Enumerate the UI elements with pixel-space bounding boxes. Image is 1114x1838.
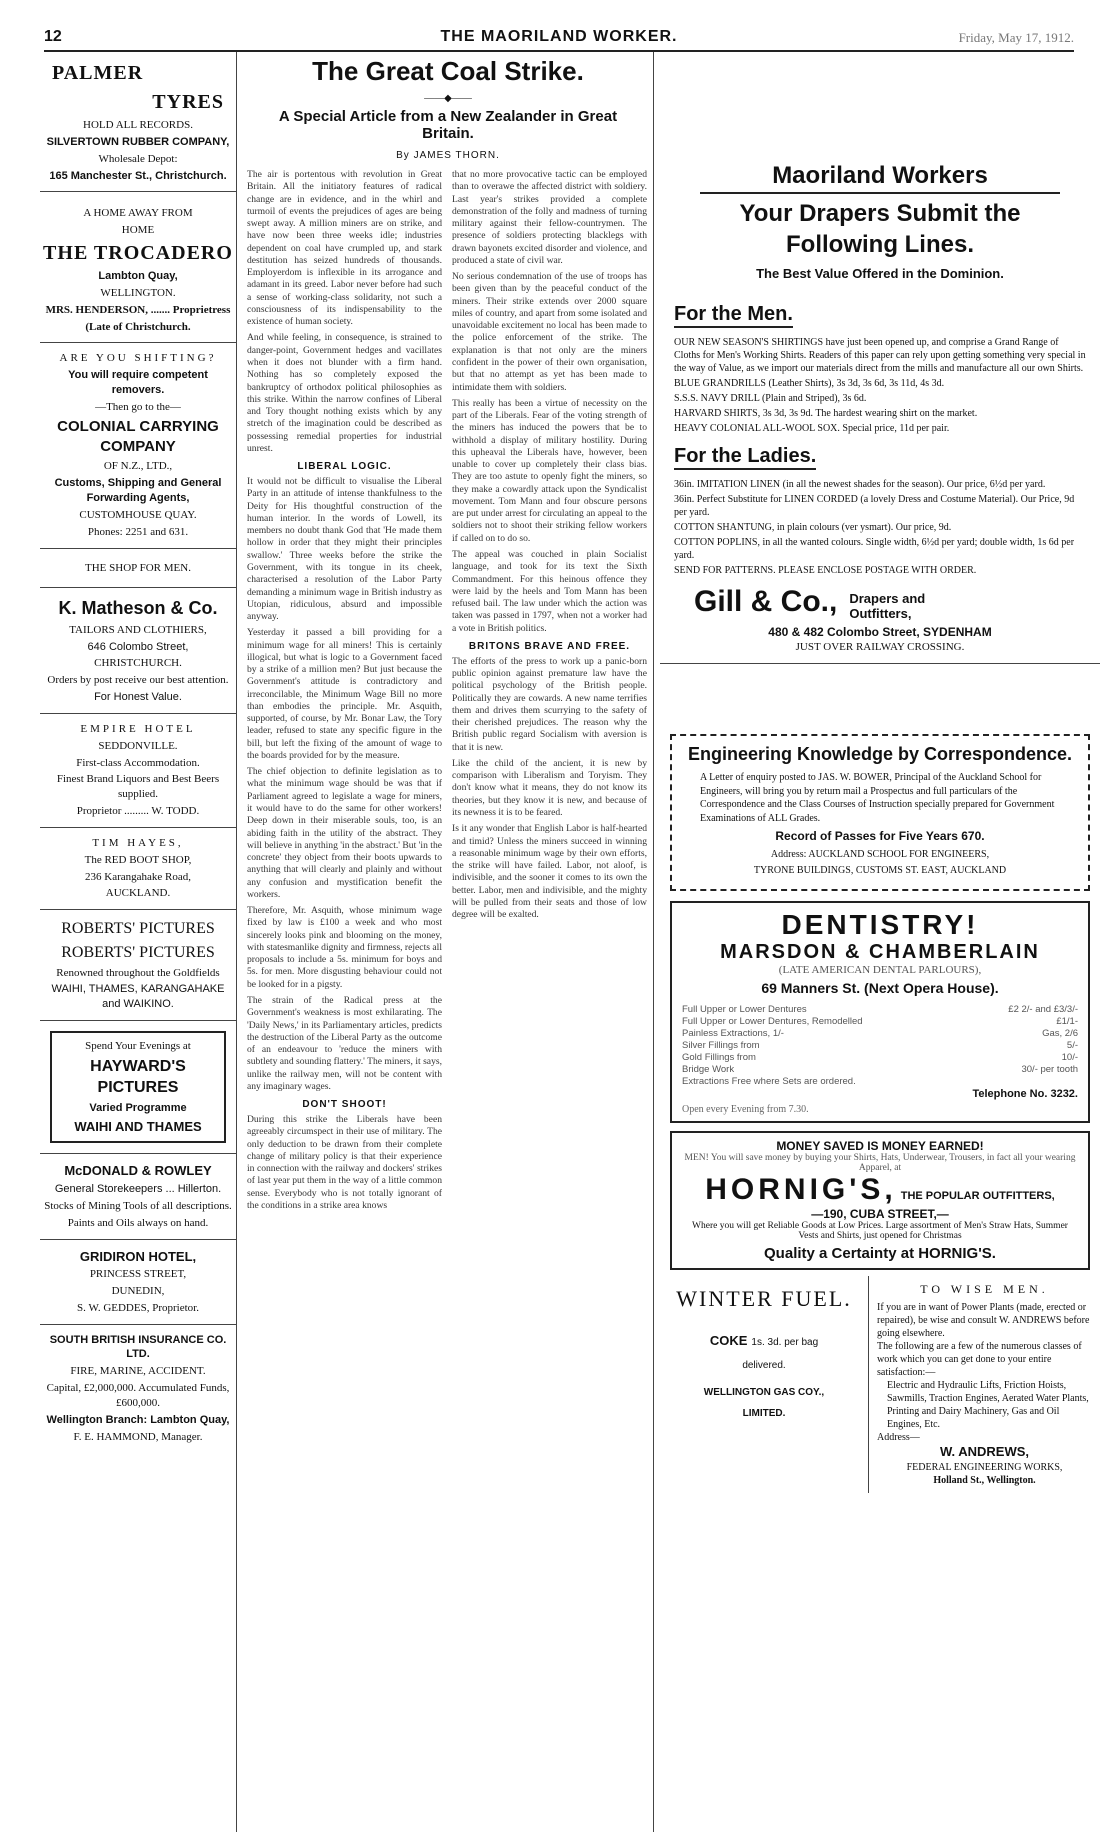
horn-line3b: THE POPULAR OUTFITTERS,	[900, 1189, 1055, 1202]
to-wise-men-ad	[869, 1276, 1100, 1493]
horn-line3: HORNIG'S,	[705, 1172, 897, 1206]
haywards-pictures-ad	[40, 1021, 236, 1154]
mw-sub1: Your Drapers Submit the	[739, 200, 1021, 227]
fee-row	[682, 1004, 1078, 1015]
eng-title: Engineering Knowledge by Correspondence.	[687, 744, 1073, 765]
gill-cross: JUST OVER RAILWAY CROSSING.	[795, 641, 965, 654]
fee-price: 10/-	[1061, 1051, 1078, 1063]
mcdonald-line4: Paints and Oils always on hand.	[67, 1216, 209, 1229]
mcdonald-line2: General Storekeepers ... Hillerton.	[54, 1183, 222, 1196]
dentistry-ad	[670, 901, 1090, 1123]
men-item: BLUE GRANDRILLS (Leather Shirts), 3s 3d, 3s 6d, 3s 11d, 4s 3d.	[674, 378, 945, 390]
troc-line4: Lambton Quay,	[98, 270, 178, 283]
matheson-line6: For Honest Value.	[94, 691, 182, 704]
hayes-line1: TIM HAYES,	[92, 836, 184, 849]
for-ladies-heading: For the Ladies.	[674, 445, 816, 470]
article-paragraph: Yesterday it passed a bill providing for a minimum wage for all miners! This is certainly illogical, but what is logic to a Government faced by a strike of a million men? But just because the Government's attitude is contradictory and irreconcilable, the Minimum Wage Bill no more than embodies the principle. Mr. Asquith, supported, of course, by Mr. Bonar Law, the Tory leader, refused to state any specific figure in the bill, but left the fixing of the amount of wage to the boards provided for by the measure.	[247, 627, 442, 761]
troc-line5: WELLINGTON.	[100, 286, 176, 299]
men-item: S.S.S. NAVY DRILL (Plain and Striped), 3s 6d.	[674, 393, 867, 405]
troc-line2: HOME	[121, 224, 155, 237]
colonial-line4: COLONIAL CARRYING COMPANY	[57, 417, 219, 456]
page-number: 12	[44, 28, 62, 45]
colonial-line3: —Then go to the—	[95, 400, 181, 413]
winter-line6: LIMITED.	[742, 1407, 786, 1419]
right-ads-column	[660, 52, 1100, 1832]
palmer-line3: HOLD ALL RECORDS.	[83, 119, 193, 131]
sb-line5: F. E. HAMMOND, Manager.	[73, 1430, 203, 1443]
matheson-ad	[40, 588, 236, 714]
gridiron-line2: PRINCESS STREET,	[89, 1268, 187, 1281]
hayes-line2: The RED BOOT SHOP,	[84, 853, 192, 866]
hayes-line4: AUCKLAND.	[105, 887, 171, 900]
horn-line1: MONEY SAVED IS MONEY EARNED!	[776, 1138, 984, 1153]
article-paragraph: It would not be difficult to visualise the Liberal Party in an attitude of intense thankfulness to the Deity for His thoughtful construction of the human interior. In the words of Lowell, its members no doubt thank God that 'He made them hollow in order that they might their principles swallow.' Three weeks before the strike the Government, with its tongue in its cheek, characterised a resolution of the Labor Party demanding a minimum wage in British industry as Utopian, ridiculous, absurd and impossible anyway.	[247, 476, 442, 623]
winter-line2: COKE	[709, 1332, 748, 1348]
wise-line5: Address—	[877, 1432, 920, 1444]
men-item: HARVARD SHIRTS, 3s 3d, 3s 9d. The hardest wearing shirt on the market.	[674, 408, 978, 420]
title-ornament-icon: ——◆——	[424, 93, 472, 104]
bottom-ads-row	[660, 1276, 1100, 1493]
troc-line3: THE TROCADERO	[43, 242, 233, 265]
dent-open: Open every Evening from 7.30.	[682, 1103, 809, 1115]
wise-line3: The following are a few of the numerous classes of work which you can get done to your entire satisfaction:—	[877, 1341, 1082, 1379]
article-subtitle: A Special Article from a New Zealander in Great Britain.	[278, 108, 618, 142]
eng-addr2: TYRONE BUILDINGS, CUSTOMS ST. EAST, AUCKLAND	[753, 865, 1007, 877]
fee-row	[682, 1040, 1078, 1051]
article-subcolumn-left	[247, 169, 442, 1216]
article-body	[243, 169, 653, 1216]
horn-line2: MEN! You will save money by buying your Shirts, Hats, Underwear, Trousers, in fact all your wearing Apparel, at	[684, 1152, 1076, 1173]
palmer-tyres-ad	[40, 52, 236, 192]
ladies-item: COTTON POPLINS, in all the wanted colours. Single width, 6½d per yard; double width, 1s 6d per yard.	[674, 537, 1075, 562]
shop-for-men-ad	[40, 549, 236, 589]
eng-record: Record of Passes for Five Years 670.	[775, 829, 985, 844]
roberts-line1: ROBERTS' PICTURES	[61, 920, 215, 938]
roberts-line3: Renowned throughout the Goldfields	[56, 966, 220, 979]
fee-row	[682, 1016, 1078, 1027]
palmer-line1: PALMER	[52, 62, 144, 84]
eng-addr1: Address: AUCKLAND SCHOOL FOR ENGINEERS,	[770, 848, 990, 860]
winter-line1: WINTER FUEL.	[676, 1285, 852, 1311]
palmer-line2: TYRES	[152, 91, 224, 113]
fee-label: Silver Fillings from	[682, 1039, 760, 1051]
dent-title: DENTISTRY!	[781, 908, 979, 940]
article-paragraph: The appeal was couched in plain Socialist language, and took for its text the Sixth Commandment. For this heinous offence they were laid by the heels and Tom Mann has been refused bail. The law under which the action was taken was passed in 1797, when not a worker had a vote in British politics.	[452, 548, 647, 634]
troc-line6: MRS. HENDERSON, ....... Proprietress	[45, 303, 231, 316]
colonial-line2: You will require competent removers.	[68, 369, 208, 397]
roberts-line4: WAIHI, THAMES, KARANGAHAKE and WAIKINO.	[51, 983, 225, 1011]
empire-line5: Proprietor ......... W. TODD.	[76, 805, 200, 818]
gill-name: Gill & Co.,	[694, 585, 838, 619]
article-subcolumn-right	[452, 169, 647, 1216]
masthead	[44, 28, 1074, 52]
article-column	[243, 52, 654, 1832]
colonial-carrying-ad	[40, 343, 236, 548]
fee-row	[682, 1028, 1078, 1039]
sb-line2: FIRE, MARINE, ACCIDENT.	[70, 1365, 206, 1378]
colonial-line6: Customs, Shipping and General Forwarding Agents,	[54, 477, 222, 504]
empire-line3: First-class Accommodation.	[76, 756, 200, 769]
matheson-line2: TAILORS AND CLOTHIERS,	[69, 623, 207, 636]
ladies-item: 36in. Perfect Substitute for LINEN CORDED (a lovely Dress and Costume Material). Our Price, 9d per yard.	[674, 494, 1075, 519]
article-paragraph: No serious condemnation of the use of troops has been given than by the peaceful conduct of the miners. Their strike extends over 2000 square miles of country, and apart from some isolated and unavoidable excitement no local has been made to the police enforcement of the strike. The explanation is that not only are the miners confident in the power of their own organisation, but that no attempt as yet has been made to intimidate them with soldiers.	[452, 271, 647, 393]
mcdonald-line3: Stocks of Mining Tools of all descriptions.	[44, 1199, 232, 1212]
horn-line5: Where you will get Reliable Goods at Low Prices. Large assortment of Men's Straw Hats, Summer Vests and Shirts, just opened for Christmas	[692, 1220, 1068, 1241]
mw-title: Maoriland Workers	[772, 162, 988, 189]
dent-name: MARSDON & CHAMBERLAIN	[720, 940, 1040, 963]
sb-line3: Capital, £2,000,000. Accumulated Funds, £600,000.	[46, 1382, 230, 1409]
hayward-line2: HAYWARD'S PICTURES	[90, 1057, 186, 1097]
hayward-line1: Spend Your Evenings at	[85, 1040, 191, 1053]
winter-line4: delivered.	[742, 1359, 786, 1371]
wise-line1: TO WISE MEN.	[920, 1281, 1049, 1296]
issue-date: Friday, May 17, 1912.	[958, 30, 1074, 45]
article-paragraph: Therefore, Mr. Asquith, whose minimum wage fixed by law is £100 a week and who most sincerely looks pink and blooming on the money, with statesmanlike dignity and firmness, rejects all proposals to include a 5s. minimum for boys and 5s. for men. More disgusting behaviour could not be looked for in a pigsty.	[247, 905, 442, 990]
troc-line7: (Late of Christchurch.	[85, 320, 191, 333]
ladies-item: SEND FOR PATTERNS. PLEASE ENCLOSE POSTAGE WITH ORDER.	[674, 565, 977, 577]
matheson-line3: 646 Colombo Street,	[87, 640, 189, 653]
sb-line4: Wellington Branch: Lambton Quay,	[46, 1413, 230, 1426]
article-paragraph: The chief objection to definite legislation as to what the minimum wage should be was that if Parliament agreed to legislate a wage for miners, it would have to do the same for other workers! Deep down in their miserable souls, too, is an abiding faith in the utility of the abstract. They will believe in anything 'in the abstract.' But 'in the concrete' they object from their boots upwards to anything that will clearly and plainly and without any confusion and mystification benefit the workers.	[247, 766, 442, 900]
men-item: HEAVY COLONIAL ALL-WOOL SOX. Special price, 11d per pair.	[674, 423, 950, 435]
colonial-line7: CUSTOMHOUSE QUAY.	[79, 508, 197, 521]
hayward-line4: WAIHI AND THAMES	[74, 1118, 202, 1134]
gill-side	[849, 591, 925, 621]
south-british-ad	[40, 1325, 236, 1453]
maoriland-workers-ad	[660, 162, 1100, 664]
fee-row	[682, 1052, 1078, 1063]
article-paragraph: The efforts of the press to work up a panic-born public opinion against premature law have the political psychology of the British people. Politically they are cowards. A new name terrifies them and drives them scurrying to the safety of their cherished prejudices. The reason why the British public regard Socialism with aversion is that it is new.	[452, 655, 647, 753]
matheson-line4: CHRISTCHURCH.	[94, 657, 182, 670]
wise-line6: W. ANDREWS,	[939, 1444, 1030, 1460]
horn-line6: Quality a Certainty at HORNIG'S.	[764, 1244, 996, 1262]
newspaper-title: THE MAORILAND WORKER.	[440, 28, 678, 45]
empire-hotel-ad	[40, 714, 236, 828]
article-paragraph: During this strike the Liberals have been agreeably circumspect in their use of military. The only deduction to be drawn from their complete change of military policy is that their experience in connection with the railway and dockers' strikes of last year put them in the way of a little common sense. Everybody who is not totally ignorant of the conditions in a strike area knows	[247, 1114, 442, 1211]
fee-price: 5/-	[1066, 1039, 1078, 1051]
gridiron-line4: S. W. GEDDES, Proprietor.	[77, 1301, 199, 1314]
article-paragraph: The strain of the Radical press at the Government's weakness is most exhilarating. The 'Daily News,' in its Parliamentary articles, predicts the destruction of the Liberal Party as the outcome of an endeavour to 'reduce the miners with subtlety and sounding flattery.' The miners, it says, unlike the railway men, will not be content with any imaginary wages.	[247, 995, 442, 1092]
mcdonald-line1: McDONALD & ROWLEY	[64, 1163, 212, 1179]
gill-side1: Drapers and	[849, 591, 926, 607]
article-title: The Great Coal Strike.	[312, 56, 584, 86]
mw-best: The Best Value Offered in the Dominion.	[756, 266, 1004, 282]
dent-late: (LATE AMERICAN DENTAL PARLOURS),	[778, 963, 982, 976]
gridiron-line3: DUNEDIN,	[111, 1284, 165, 1297]
empire-line2: SEDDONVILLE.	[98, 739, 178, 752]
hayes-line3: 236 Karangahake Road,	[85, 870, 191, 883]
article-paragraph: Like the child of the ancient, it is new by comparison with Liberalism and Toryism. They don't know what it means, they do not know its theories, but they know it is new, and because of its newness it is to be feared.	[452, 757, 647, 819]
colonial-line5: OF N.Z., LTD.,	[103, 460, 173, 473]
gill-side2: Outfitters,	[849, 606, 912, 622]
ladies-item: 36in. IMITATION LINEN (in all the newest shades for the season). Our price, 6½d per yard.	[674, 479, 1046, 491]
section-heading: DON'T SHOOT!	[302, 1099, 387, 1111]
for-men-heading: For the Men.	[674, 303, 793, 328]
palmer-line4: SILVERTOWN RUBBER COMPANY,	[46, 135, 230, 148]
hornigs-ad	[670, 1131, 1090, 1270]
empire-line4: Finest Brand Liquors and Best Beers supplied.	[56, 773, 220, 801]
wise-line2: If you are in want of Power Plants (made, erected or repaired), be wise and consult W. ANDREWS before going elsewhere.	[877, 1302, 1090, 1340]
eng-body: A Letter of enquiry posted to JAS. W. BOWER, Principal of the Auckland School for Engineers, will bring you by return mail a Prospectus and full particulars of the Correspondence and the Class Courses of Instruction specially prepared for Government Examinations of ALL Grades.	[700, 772, 1055, 824]
winter-fuel-ad	[660, 1276, 869, 1493]
mw-sub2: Following Lines.	[786, 231, 974, 259]
wise-line4: Electric and Hydraulic Lifts, Friction Hoists, Sawmills, Traction Engines, Aerated Water Plants, Printing and Dairy Machinery, Gas and Oil Engines, Etc.	[887, 1380, 1089, 1431]
winter-line5: WELLINGTON GAS COY.,	[703, 1386, 825, 1398]
roberts-pictures-ad	[40, 910, 236, 1021]
fee-label: Full Upper or Lower Dentures	[682, 1003, 807, 1015]
fee-price: £1/1-	[1056, 1015, 1078, 1027]
colonial-line8: Phones: 2251 and 631.	[87, 525, 189, 538]
dent-free	[682, 1076, 1078, 1087]
fee-price: 30/- per tooth	[1021, 1063, 1078, 1075]
article-byline: By JAMES THORN.	[396, 150, 500, 161]
empire-line1: EMPIRE HOTEL	[80, 722, 196, 735]
fee-label: Bridge Work	[682, 1063, 735, 1075]
men-item: OUR NEW SEASON'S SHIRTINGS have just been opened up, and comprise a Grand Range of Cloths for Men's Working Shirts. Readers of this paper can rely upon getting something very special in the way of Value, as we import our materials direct from the mills and manufacture all our own Shirts.	[674, 337, 1086, 375]
article-paragraph: that no more provocative tactic can be employed than to overawe the affected district with soldiery. Last year's strikes provided a complete demonstration of the folly and madness of turning military against their fellow-countrymen. The presence of soldiers protecting blacklegs with drawn bayonets excited disorder and violence, and produced a state of civil war.	[452, 169, 647, 266]
shop-line1: THE SHOP FOR MEN.	[85, 561, 191, 574]
article-paragraph: Is it any wonder that English Labor is half-hearted and timid? Unless the miners succeed in winning a reasonable minimum wage by their own efforts, the strike will have failed. Labor, not aloof, is indivisible, and the sooner it comes to its own the better. Labor, men and indivisible, and the mighty will be pulled from their seats and those of low degree will be exalted.	[452, 823, 647, 921]
engineering-ad	[670, 734, 1090, 890]
gill-addr: 480 & 482 Colombo Street, SYDENHAM	[768, 625, 992, 640]
section-heading: LIBERAL LOGIC.	[297, 461, 392, 473]
dent-addr: 69 Manners St. (Next Opera House).	[761, 979, 999, 996]
trocadero-ad	[40, 192, 236, 343]
troc-line1: A HOME AWAY FROM	[83, 207, 193, 220]
palmer-line5: Wholesale Depot:	[98, 152, 178, 165]
fee-label: Gold Fillings from	[682, 1051, 756, 1063]
wise-line8: Holland St., Wellington.	[933, 1475, 1036, 1487]
article-paragraph: The air is portentous with revolution in Great Britain. All the initiatory features of radical change are in evidence, and in the whirl and turmoil of events the prejudices of ages are being swept away. A million miners are on strike, and have now been three weeks idle; industries dependent on coal have crumpled up, and stark destitution has seized hundreds of thousands. Employerdom is inflexible in its arrogance and adamant in its greed. Labor never before had such a sense of working-class solidarity, not such a consciousness of its indispensability to the existence of human society.	[247, 169, 442, 328]
article-paragraph: And while feeling, in consequence, is strained to danger-point, Government hedges and vacillates when it does not blunder with a firm hand. Nothing has so completely exposed the bankruptcy of orthodox political philosophies as this strike. Within the narrow confines of Liberal and Tory thought nothing exists which by any stretch of the imagination could be described as possessing remedial properties for industrial unrest.	[247, 332, 442, 454]
fee-label: Full Upper or Lower Dentures, Remodelled	[682, 1015, 863, 1027]
colonial-line1: ARE YOU SHIFTING?	[59, 352, 217, 365]
left-ads-column	[40, 52, 237, 1832]
fee-label: Painless Extractions, 1/-	[682, 1027, 784, 1039]
ladies-item: COTTON SHANTUNG, in plain colours (ver ysmart). Our price, 9d.	[674, 522, 952, 534]
tim-hayes-ad	[40, 828, 236, 910]
mcdonald-rowley-ad	[40, 1154, 236, 1239]
wise-line7: FEDERAL ENGINEERING WORKS,	[906, 1462, 1063, 1474]
sb-line1: SOUTH BRITISH INSURANCE CO. LTD.	[49, 1333, 227, 1361]
hayward-line3: Varied Programme	[89, 1102, 187, 1115]
horn-line4: —190, CUBA STREET,—	[811, 1206, 949, 1221]
dent-tel: Telephone No. 3232.	[972, 1087, 1078, 1100]
fee-row	[682, 1064, 1078, 1075]
palmer-line6: 165 Manchester St., Christchurch.	[49, 169, 227, 182]
fee-price: £2 2/- and £3/3/-	[1008, 1003, 1078, 1015]
section-heading: BRITONS BRAVE AND FREE.	[468, 640, 631, 652]
gridiron-line1: GRIDIRON HOTEL,	[79, 1248, 197, 1264]
gridiron-hotel-ad	[40, 1240, 236, 1325]
roberts-line2: ROBERTS' PICTURES	[61, 943, 215, 961]
winter-line3: 1s. 3d. per bag	[751, 1336, 819, 1348]
fee-price: Gas, 2/6	[1042, 1027, 1078, 1039]
article-paragraph: This really has been a virtue of necessity on the part of the Liberals. Fear of the voting strength of the miners has induced the powers that be to withhold a display of military hostility. During this upheaval the Liberals have, however, been unable to cover up completely their class bias. They are too astute to openly fight the miners, so they make a cowardly attack upon the Syndicalist movement. Tom Mann and four obscure persons are put under arrest for circulating an appeal to the soldiers not to shoot their striking fellow workers if called on to do so.	[452, 397, 647, 544]
matheson-line5: Orders by post receive our best attention.	[47, 674, 229, 687]
matheson-line1: K. Matheson & Co.	[58, 598, 218, 619]
dent-free-text: Extractions Free where Sets are ordered.	[682, 1075, 856, 1087]
